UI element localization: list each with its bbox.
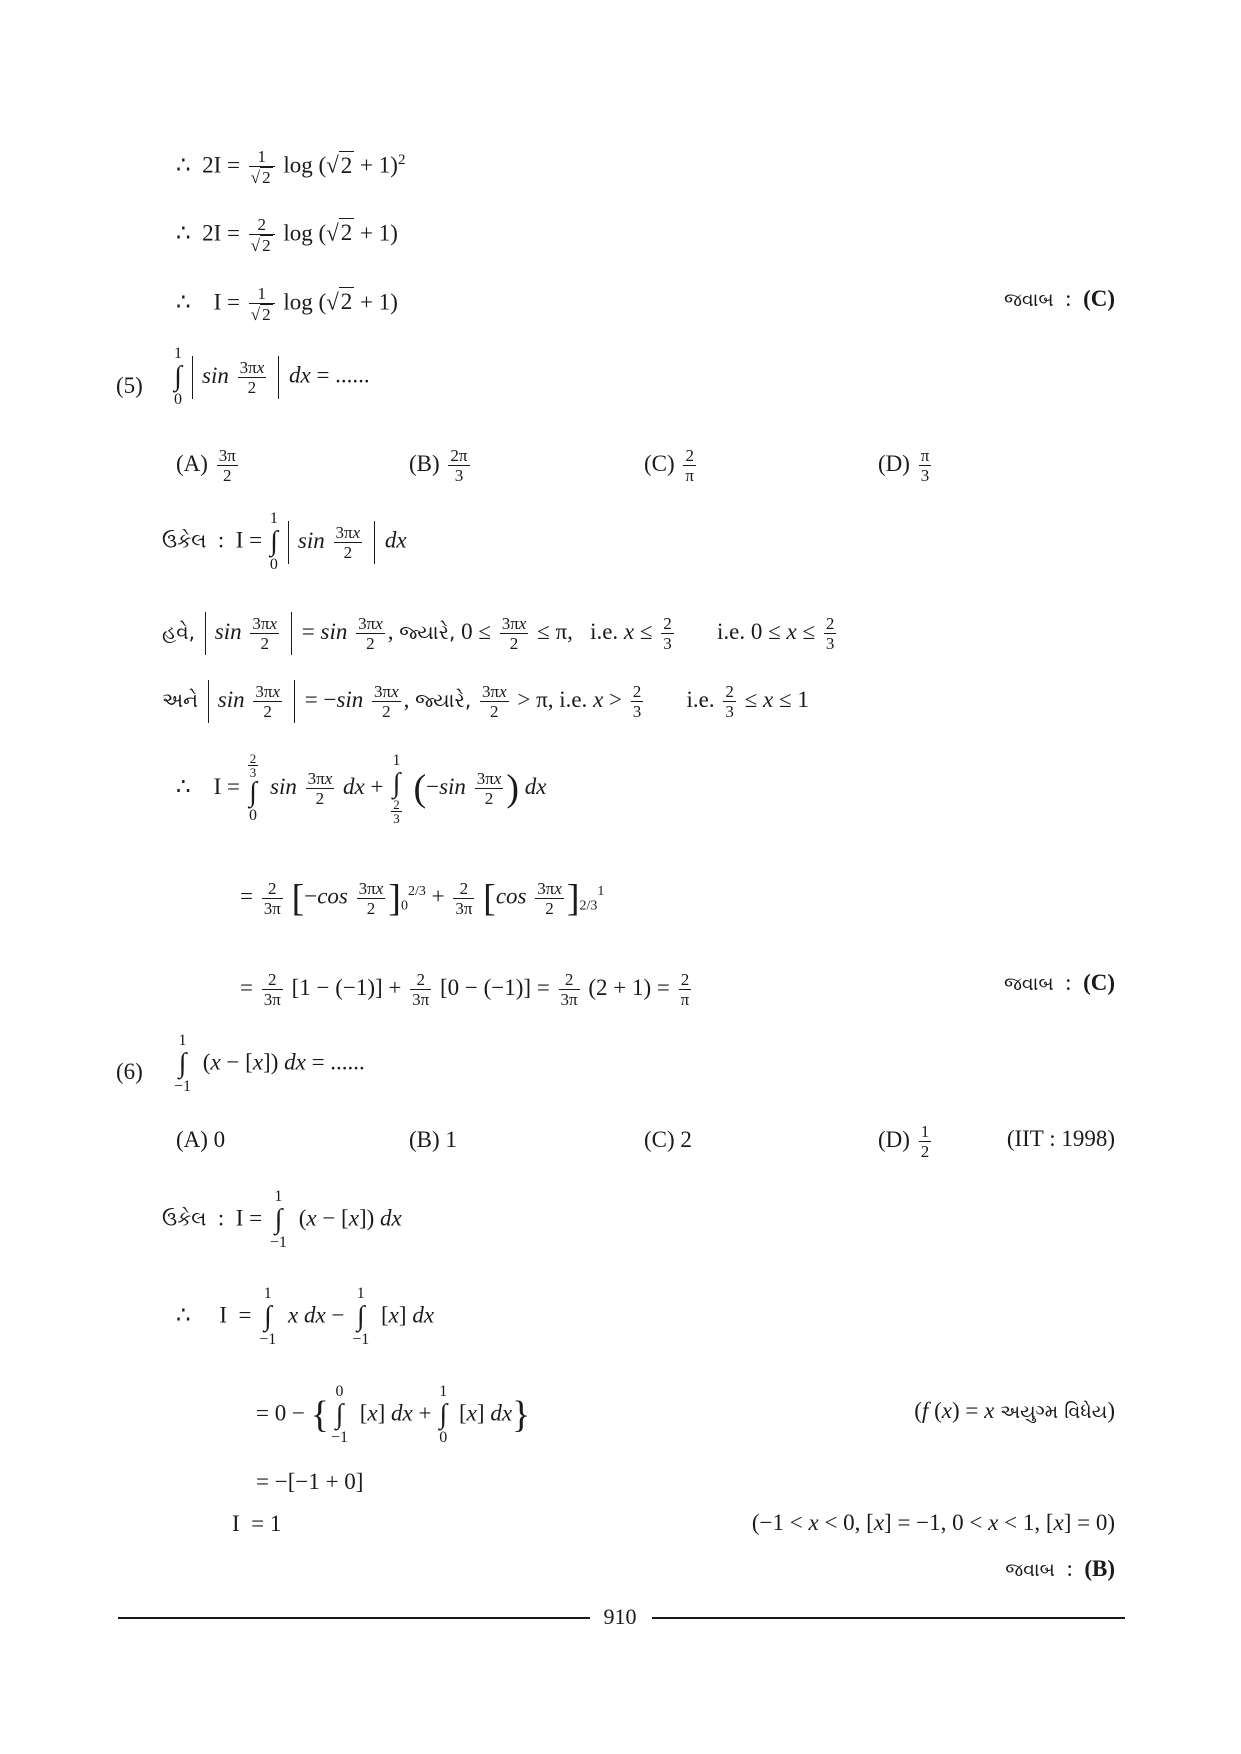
q5-antiderivative: = $\frac{2}{3\pi}$ [−cos $\frac{3\pi x}{2}$ ]$_0^{2/3}$ + $\frac{2}{3\pi}$ [cos $\frac{3\pi x}{2}$ ]$_{2/3}^1$: [240, 877, 605, 920]
q5-solution-start: ઉકેલ : I = 1 ∫ 0 sin $\frac{3\pi x}{2}$ dx: [162, 510, 407, 573]
eq-line-3: ∴ I = $\frac{1}{√ 2}$ log (√2 + 1): [176, 284, 398, 324]
q6-step-2: = −[−1 + 0]: [256, 1469, 364, 1494]
q6-step-1: = 0 − { 0 ∫ −1 [x] dx + 1 ∫ 0 [x] dx}: [256, 1383, 531, 1446]
answer-label: જવાબ: [1005, 1559, 1055, 1581]
q5-option-a: (A) $\frac{3\pi}{2}$: [176, 446, 236, 485]
q5-option-b: (B) $\frac{2\pi}{3}$: [409, 446, 468, 485]
answer-value: (C): [1083, 970, 1115, 995]
page-number: 910: [603, 1604, 637, 1629]
footer-rule-right: [652, 1617, 1125, 1619]
answer-3: જવાબ : (B): [1005, 1556, 1115, 1581]
answer-1: જવાબ : (C): [1003, 286, 1115, 311]
q5-split-integral: ∴ I = $\frac{2}{3}$ ∫ 0 sin $\frac{3\pi x}{2}$ dx + 1 ∫ $\frac{2}{3}$ (−sin $\frac{3\pi x}{2}$ ) dx: [176, 751, 547, 826]
q6-number: (6): [116, 1059, 143, 1084]
solution-label: ઉકેલ: [162, 1206, 207, 1231]
q6-note-odd: (f (x) = x અયુગ્મ વિધેય): [914, 1398, 1115, 1423]
answer-2: જવાબ : (C): [1003, 970, 1115, 995]
q6-note-floor: (−1 < x < 0, [x] = −1, 0 < x < 1, [x] = 0): [751, 1510, 1115, 1535]
q6-option-d: (D) $\frac{1}{2}$: [878, 1122, 930, 1161]
q5-option-c: (C) $\frac{2}{\pi}$: [644, 446, 695, 485]
q5-case-2: અને sin $\frac{3\pi x}{2}$ = −sin $\frac{3\pi x}{2}$ , જ્યારે, $\frac{3\pi x}{2}$ > π, i.e. x > $\frac{2}{3}$ i.e. $\frac{2}{3}$ ≤ x ≤ 1: [162, 682, 809, 721]
q5-option-d: (D) $\frac{\pi}{3}$: [878, 446, 930, 485]
footer-rule-left: [118, 1617, 590, 1619]
q5-question: 1 ∫ 0 sin $\frac{3\pi x}{2}$ dx = ......: [174, 345, 370, 408]
q5-case-1: હવે, sin $\frac{3\pi x}{2}$ = sin $\frac{3\pi x}{2}$ , જ્યારે, 0 ≤ $\frac{3\pi x}{2}$ ≤ π, i.e. x ≤ $\frac{2}{3}$ i.e. 0 ≤ x ≤ $\frac{2}{3}$: [162, 614, 835, 653]
q6-option-c: (C) 2: [644, 1127, 692, 1152]
eq-line-1: ∴ 2I = $\frac{1}{√ 2}$ $\log (√2 + 1)^2$: [176, 147, 406, 188]
answer-value: (C): [1083, 286, 1115, 311]
q6-option-b: (B) 1: [409, 1127, 457, 1152]
answer-label: જવાબ: [1003, 289, 1054, 311]
q6-option-a: (A) 0: [176, 1127, 226, 1152]
q6-solution-start: ઉકેલ : I = 1 ∫ −1 (x − [x]) dx: [162, 1188, 402, 1251]
answer-value: (B): [1084, 1556, 1115, 1581]
q6-source: (IIT : 1998): [1006, 1126, 1115, 1151]
q6-question: 1 ∫ −1 (x − [x]) dx = ......: [174, 1032, 365, 1095]
q5-result: = $\frac{2}{3\pi}$ [1 − (−1)] + $\frac{2}{3\pi}$ [0 − (−1)] = $\frac{2}{3\pi}$ (2 + 1) = $\frac{2}{\pi}$: [240, 970, 690, 1009]
eq-line-2: ∴ 2I = $\frac{2}{√ 2}$ log (√2 + 1): [176, 215, 398, 255]
q5-number: (5): [116, 373, 143, 398]
answer-label: જવાબ: [1003, 973, 1054, 995]
solution-label: ઉકેલ: [162, 528, 207, 553]
q6-split: ∴ I = 1 ∫ −1 x dx − 1 ∫ −1 [x] dx: [176, 1285, 435, 1348]
q6-step-3: I = 1: [232, 1511, 282, 1536]
